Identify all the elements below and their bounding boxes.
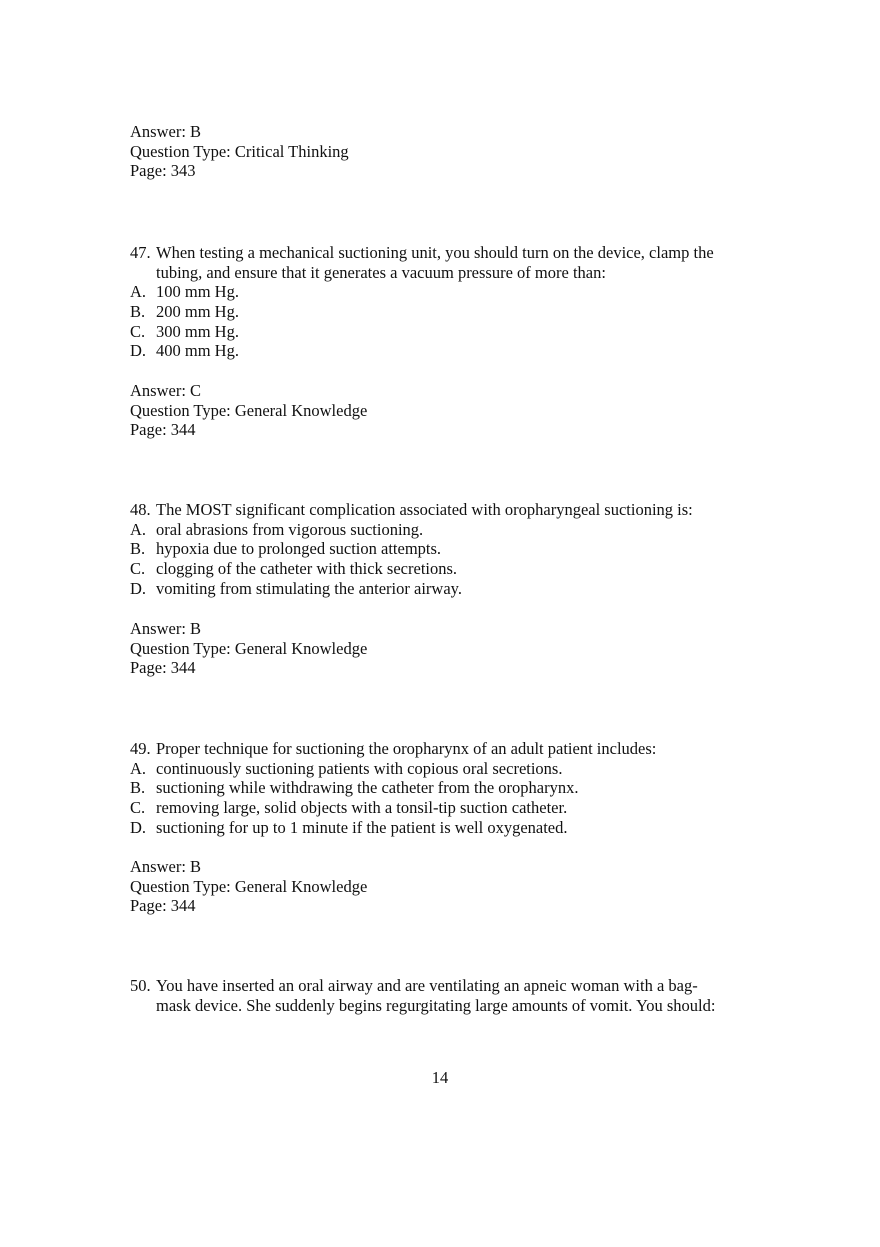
answer-line: Answer: B xyxy=(130,619,202,638)
option-letter: D. xyxy=(130,817,147,837)
answer-block-48 xyxy=(130,619,770,678)
question-stem xyxy=(130,976,770,1015)
answer-line: Answer: C xyxy=(130,381,202,400)
question-stem xyxy=(130,739,770,759)
option-text: suctioning while withdrawing the catheter from the oropharynx. xyxy=(156,778,579,798)
stem-line: When testing a mechanical suctioning unit, you should turn on the device, clamp the xyxy=(156,243,714,262)
option-d xyxy=(130,579,770,599)
option-a xyxy=(130,520,770,540)
question-number: 47. xyxy=(130,243,151,262)
option-c xyxy=(130,559,770,579)
option-c xyxy=(130,322,770,342)
question-number: 48. xyxy=(130,500,151,519)
page-ref-line: Page: 344 xyxy=(130,896,196,916)
option-d xyxy=(130,818,770,838)
answer-block-46 xyxy=(130,122,770,181)
question-type-line: Question Type: General Knowledge xyxy=(130,400,368,420)
question-type-line: Question Type: General Knowledge xyxy=(130,876,368,896)
answer-line: Answer: B xyxy=(130,122,202,141)
answer-line: Answer: B xyxy=(130,857,202,876)
option-text: 200 mm Hg. xyxy=(156,302,239,322)
question-number: 50. xyxy=(130,976,151,995)
answer-block-47 xyxy=(130,381,770,440)
option-letter: C. xyxy=(130,559,146,579)
page-number: 14 xyxy=(431,1068,449,1087)
option-b xyxy=(130,302,770,322)
question-50 xyxy=(130,976,770,1015)
stem-line: mask device. She suddenly begins regurgitating large amounts of vomit. You should: xyxy=(156,995,716,1015)
option-letter: B. xyxy=(130,302,146,322)
stem-line: The MOST significant complication associated with oropharyngeal suctioning is: xyxy=(156,500,693,519)
question-number: 49. xyxy=(130,739,151,758)
option-letter: B. xyxy=(130,778,146,798)
option-d xyxy=(130,341,770,361)
option-text: clogging of the catheter with thick secretions. xyxy=(156,559,458,579)
question-48 xyxy=(130,500,770,598)
option-a xyxy=(130,282,770,302)
option-text: hypoxia due to prolonged suction attempts. xyxy=(156,539,442,559)
option-b xyxy=(130,539,770,559)
question-type-line: Question Type: Critical Thinking xyxy=(130,141,349,161)
option-text: 300 mm Hg. xyxy=(156,321,239,341)
option-letter: A. xyxy=(130,758,147,778)
option-text: suctioning for up to 1 minute if the patient is well oxygenated. xyxy=(156,817,568,837)
option-text: continuously suctioning patients with copious oral secretions. xyxy=(156,758,563,778)
option-letter: C. xyxy=(130,798,146,818)
question-type-line: Question Type: General Knowledge xyxy=(130,638,368,658)
option-b xyxy=(130,778,770,798)
option-letter: D. xyxy=(130,578,147,598)
question-stem xyxy=(130,500,770,520)
option-text: removing large, solid objects with a tonsil-tip suction catheter. xyxy=(156,798,568,818)
option-text: oral abrasions from vigorous suctioning. xyxy=(156,519,424,539)
question-47 xyxy=(130,243,770,361)
answer-block-49 xyxy=(130,857,770,916)
page-ref-line: Page: 344 xyxy=(130,658,196,678)
option-a xyxy=(130,759,770,779)
stem-line: Proper technique for suctioning the oropharynx of an adult patient includes: xyxy=(156,739,657,758)
option-c xyxy=(130,798,770,818)
stem-line: tubing, and ensure that it generates a vacuum pressure of more than: xyxy=(156,262,606,282)
option-text: vomiting from stimulating the anterior airway. xyxy=(156,578,462,598)
option-letter: D. xyxy=(130,341,147,361)
page-ref-line: Page: 343 xyxy=(130,161,196,181)
question-49 xyxy=(130,739,770,837)
option-text: 100 mm Hg. xyxy=(156,282,239,302)
option-letter: A. xyxy=(130,282,147,302)
page-ref-line: Page: 344 xyxy=(130,420,196,440)
option-letter: C. xyxy=(130,321,146,341)
option-text: 400 mm Hg. xyxy=(156,341,239,361)
option-letter: A. xyxy=(130,519,147,539)
stem-line: You have inserted an oral airway and are ventilating an apneic woman with a bag- xyxy=(156,976,698,995)
option-letter: B. xyxy=(130,539,146,559)
question-stem xyxy=(130,243,770,282)
